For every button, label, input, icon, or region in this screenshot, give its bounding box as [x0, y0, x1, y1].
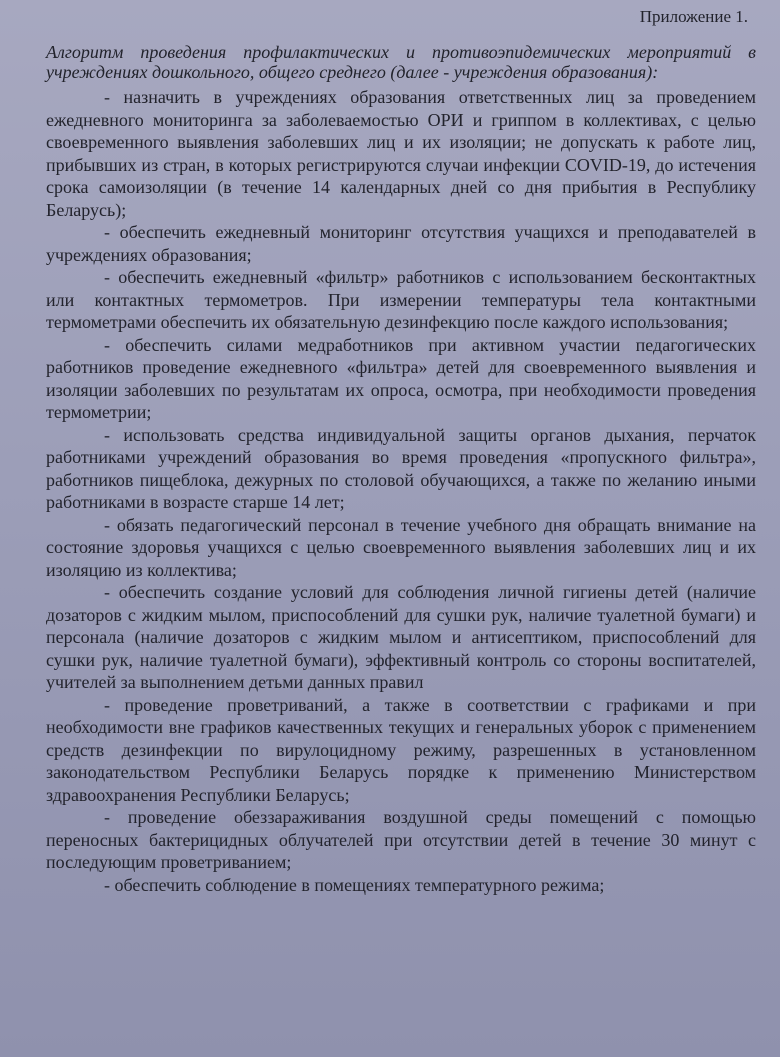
appendix-label: Приложение 1.: [639, 7, 748, 26]
document-heading: Алгоритм проведения профилактических и противоэпидемических мероприятий в учреждениях дошкольного, общего среднего (далее - учреждения образования):: [46, 42, 756, 82]
list-item: - назначить в учреждениях образования ответственных лиц за проведением ежедневного мониторинга за заболеваемостью ОРИ и гриппом в коллективах, с целью своевременного выявления заболевших лиц и их изоляции; не допускать к работе лиц, прибывших из стран, в которых регистрируются случаи инфекции COVID-19, до истечения срока самоизоляции (в течение 14 календарных дней со дня прибытия в Республику Беларусь);: [46, 87, 756, 220]
list-item: - проведение проветриваний, а также в соответствии с графиками и при необходимости вне графиков качественных текущих и генеральных уборок с применением средств дезинфекции по вирулоцидному режиму, разрешенных в установленном законодательством Республики Беларусь порядке к применению Министерством здравоохранения Республики Беларусь;: [46, 694, 756, 805]
list-item: - обеспечить создание условий для соблюдения личной гигиены детей (наличие дозаторов с жидким мылом, приспособлений для сушки рук, наличие туалетной бумаги) и персонала (наличие дозаторов с жидким мылом и антисептиком, приспособлений для сушки рук, наличие туалетной бумаги), эффективный контроль со стороны воспитателей, учителей за выполнением детьми данных правил: [46, 582, 756, 692]
list-item: - обязать педагогический персонал в течение учебного дня обращать внимание на состояние здоровья учащихся с целью своевременного выявления заболевших лиц и их изоляцию из коллектива;: [46, 514, 756, 580]
list-item: - обеспечить ежедневный «фильтр» работников с использованием бесконтактных или контактных термометров. При измерении температуры тела контактными термометрами обеспечить их обязательную дезинфекцию после каждого использования;: [46, 267, 756, 332]
list-item: - обеспечить ежедневный мониторинг отсутствия учащихся и преподавателей в учреждениях образования;: [46, 222, 756, 265]
list-item: - использовать средства индивидуальной защиты органов дыхания, перчаток работниками учреждений образования во время проведения «пропускного фильтра», работников пищеблока, дежурных по столовой обучающихся, а также по желанию иными работниками в возрасте старше 14 лет;: [46, 424, 756, 512]
list-item: - обеспечить соблюдение в помещениях температурного режима;: [104, 874, 605, 895]
list-item: - обеспечить силами медработников при активном участии педагогических работников проведение ежедневного «фильтра» детей для своевременного выявления и изоляции заболевших по результатам их опроса, осмотра, при необходимости проведения термометрии;: [46, 334, 756, 422]
measures-list: [36, 86, 756, 896]
list-item: - проведение обеззараживания воздушной среды помещений с помощью переносных бактерицидных облучателей при отсутствии детей в течение 30 минут с последующим проветриванием;: [46, 807, 756, 872]
